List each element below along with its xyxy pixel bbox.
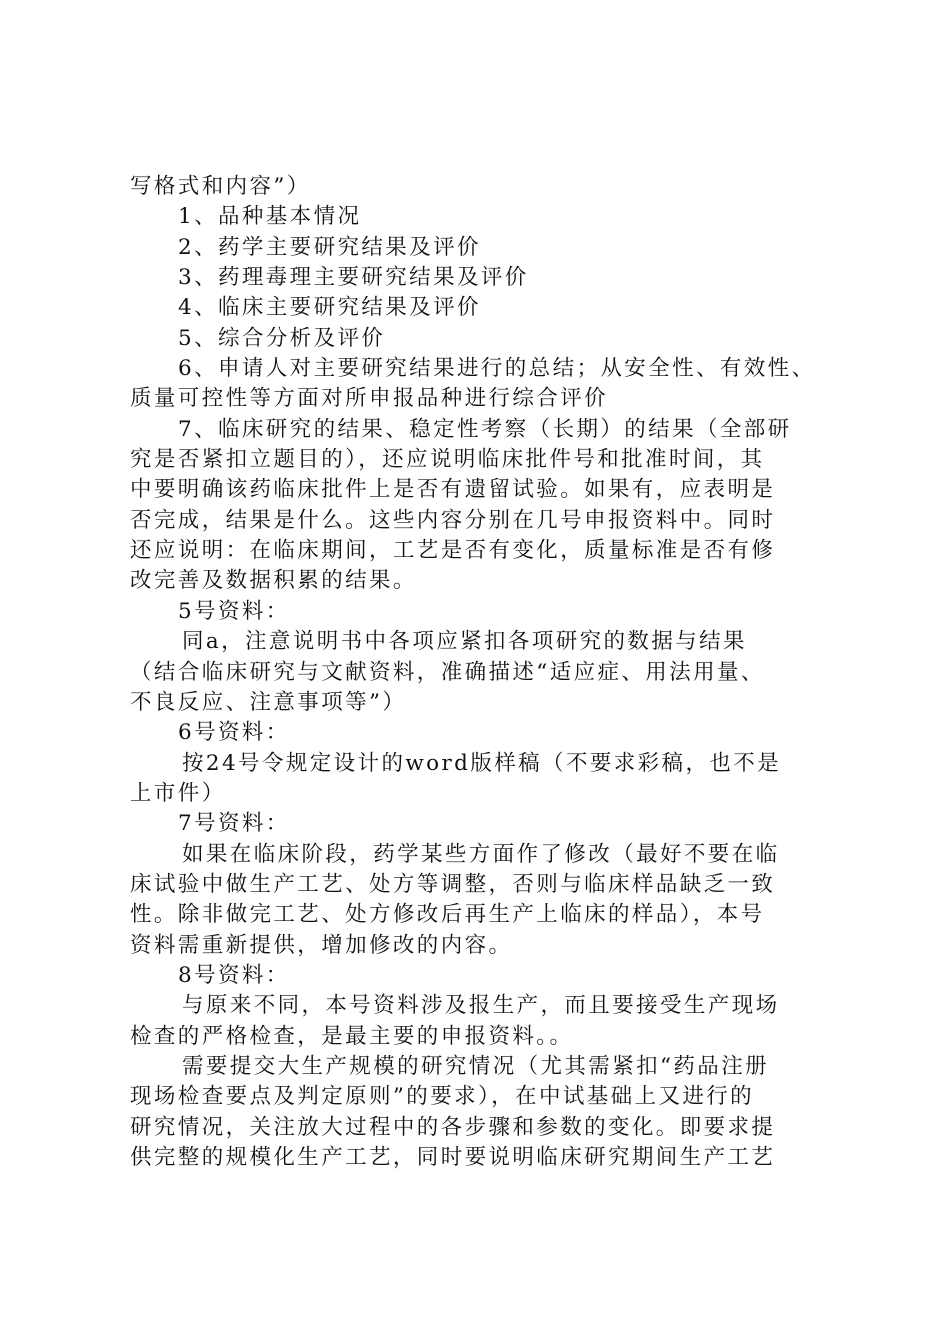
list-item: 7、临床研究的结果、稳定性考察（长期）的结果（全部研 xyxy=(178,416,792,442)
text-line: （结合临床研究与文献资料，准确描述“适应症、用法用量、 xyxy=(130,659,765,685)
text-line: 否完成，结果是什么。这些内容分别在几号申报资料中。同时 xyxy=(130,507,776,533)
text-line: 不良反应、注意事项等”） xyxy=(130,689,407,715)
list-item: 2、药学主要研究结果及评价 xyxy=(178,234,481,260)
text-line: 还应说明：在临床期间，工艺是否有变化，质量标准是否有修 xyxy=(130,538,776,564)
text-line: 床试验中做生产工艺、处方等调整，否则与临床样品缺乏一致 xyxy=(130,871,776,897)
text-line: 上市件） xyxy=(130,780,226,806)
text-line: 资料需重新提供，增加修改的内容。 xyxy=(130,932,513,958)
list-item: 4、临床主要研究结果及评价 xyxy=(178,295,481,321)
list-item: 1、品种基本情况 xyxy=(178,204,362,230)
section-heading: 6号资料： xyxy=(178,720,290,746)
text-line: 究是否紧扣立题目的），还应说明临床批件号和批准时间，其 xyxy=(130,447,765,473)
text-line: 研究情况，关注放大过程中的各步骤和参数的变化。即要求提 xyxy=(130,1114,776,1140)
paragraph-line: 需要提交大生产规模的研究情况（尤其需紧扣“药品注册 xyxy=(182,1053,769,1079)
list-item: 6、申请人对主要研究结果进行的总结；从安全性、有效性、 xyxy=(178,356,816,382)
list-item: 5、综合分析及评价 xyxy=(178,325,386,351)
section-heading: 7号资料： xyxy=(178,811,290,837)
section-heading: 8号资料： xyxy=(178,962,290,988)
text-line: 质量可控性等方面对所申报品种进行综合评价 xyxy=(130,386,609,412)
paragraph-line: 如果在临床阶段，药学某些方面作了修改（最好不要在临 xyxy=(182,841,780,867)
text-line: 检查的严格检查，是最主要的申报资料。。 xyxy=(130,1023,574,1049)
document-body xyxy=(130,172,842,1173)
text-line: 性。除非做完工艺、处方修改后再生产上临床的样品），本号 xyxy=(130,902,765,928)
text-line: 写格式和内容”） xyxy=(130,174,311,199)
paragraph-line: 按24号令规定设计的word版样稿（不要求彩稿，也不是 xyxy=(182,750,782,776)
text-line: 供完整的规模化生产工艺，同时要说明临床研究期间生产工艺 xyxy=(130,1145,776,1170)
paragraph-line: 同a，注意说明书中各项应紧扣各项研究的数据与结果 xyxy=(182,629,747,655)
list-item: 3、药理毒理主要研究结果及评价 xyxy=(178,265,529,291)
text-line: 改完善及数据积累的结果。 xyxy=(130,568,417,594)
text-line: 现场检查要点及判定原则”的要求），在中试基础上又进行的 xyxy=(130,1084,755,1110)
section-heading: 5号资料： xyxy=(178,598,290,624)
paragraph-line: 与原来不同，本号资料涉及报生产，而且要接受生产现场 xyxy=(182,993,780,1019)
text-line: 中要明确该药临床批件上是否有遗留试验。如果有，应表明是 xyxy=(130,477,776,503)
